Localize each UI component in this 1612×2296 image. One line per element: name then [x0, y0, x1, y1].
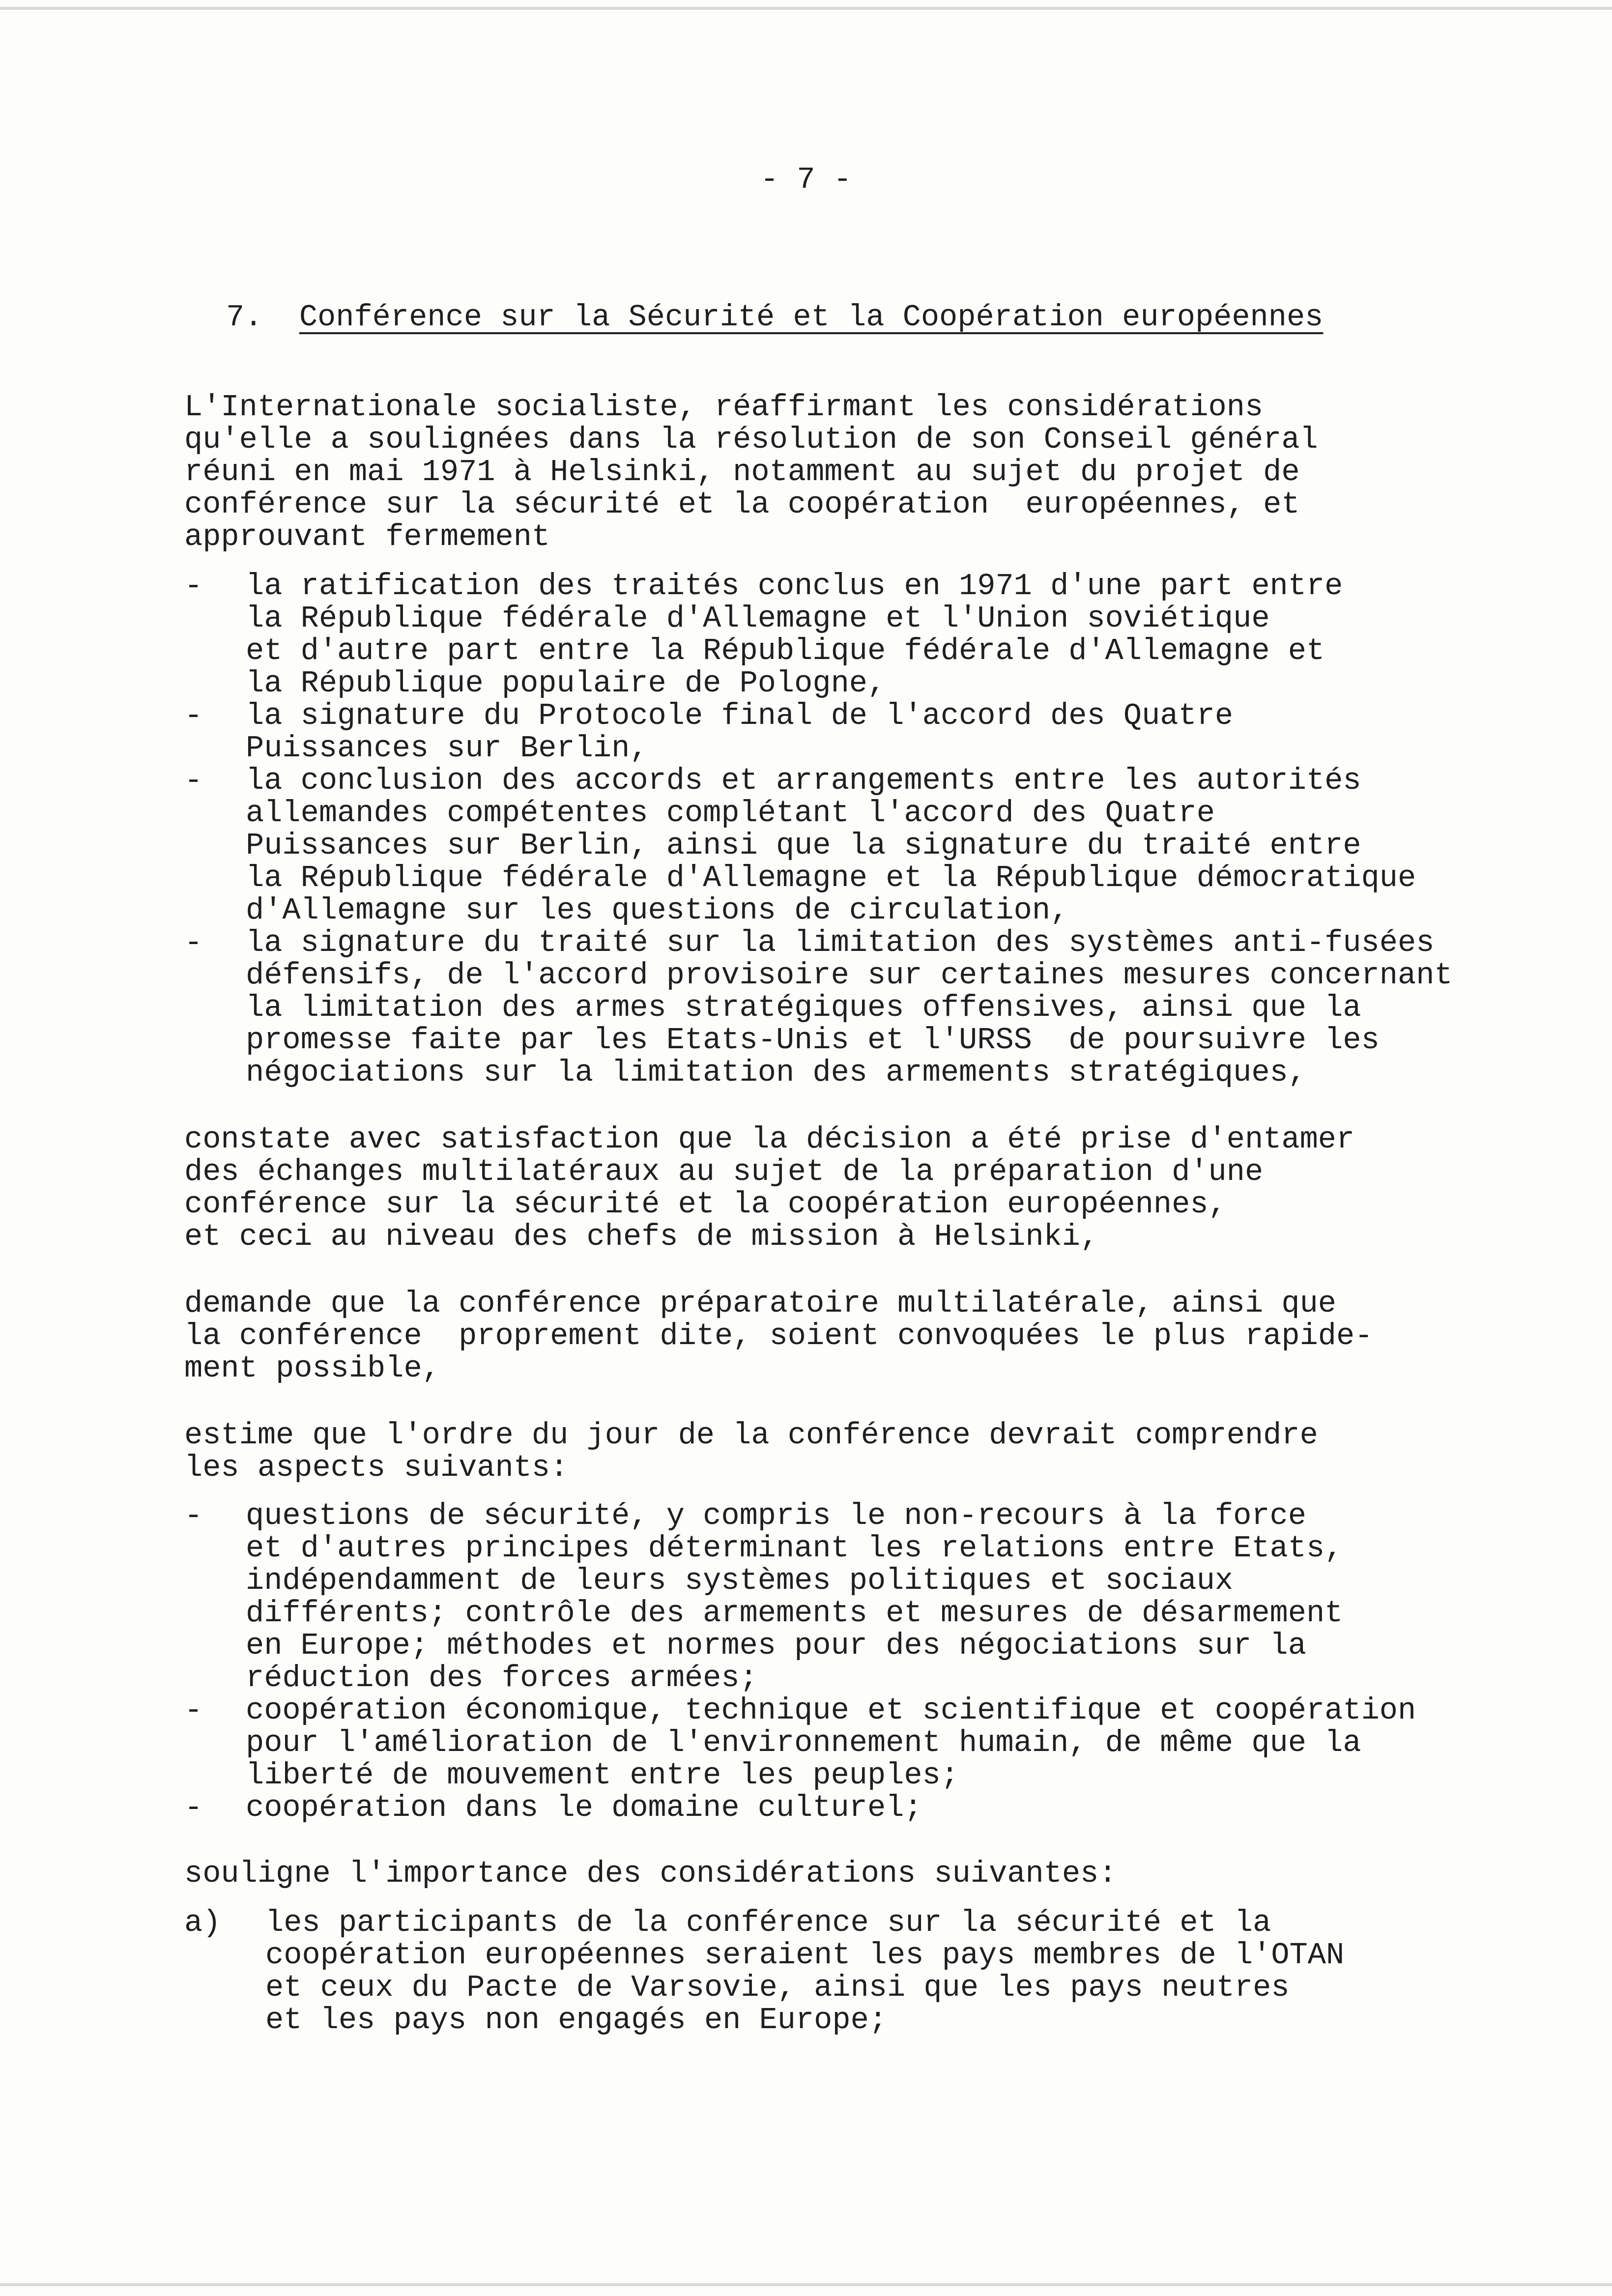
- bullet-dash: -: [184, 569, 203, 603]
- estime-line: les aspects suivants:: [184, 1450, 569, 1485]
- bullet-line: Puissances sur Berlin,: [246, 731, 648, 766]
- point-a-line: et ceux du Pacte de Varsovie, ainsi que les pays neutres: [265, 1970, 1290, 2005]
- constate-line: des échanges multilatéraux au sujet de la préparation d'une: [184, 1154, 1264, 1189]
- bullet-line: allemandes compétentes complétant l'accord des Quatre: [246, 796, 1215, 831]
- intro-line: conférence sur la sécurité et la coopération européennes, et: [184, 487, 1300, 522]
- demande-line: la conférence proprement dite, soient convoquées le plus rapide-: [184, 1319, 1373, 1353]
- bullet-line: la République fédérale d'Allemagne et l'Union soviétique: [246, 601, 1270, 636]
- bullet-line: la signature du traité sur la limitation des systèmes anti-fusées: [246, 925, 1435, 960]
- bullet-line: différents; contrôle des armements et mesures de désarmement: [246, 1596, 1343, 1631]
- bullet-line: négociations sur la limitation des armements stratégiques,: [246, 1055, 1306, 1090]
- bullet-line: réduction des forces armées;: [246, 1661, 758, 1695]
- list-marker: a): [184, 1905, 221, 1940]
- demande-line: ment possible,: [184, 1351, 440, 1386]
- section-title: Conférence sur la Sécurité et la Coopération européennes: [299, 300, 1324, 335]
- page-top-edge: [0, 7, 1612, 10]
- point-a-line: et les pays non engagés en Europe;: [265, 2003, 888, 2038]
- demande-line: demande que la conférence préparatoire multilatérale, ainsi que: [184, 1286, 1336, 1321]
- bullet-dash: -: [184, 698, 203, 733]
- bullet-line: et d'autre part entre la République fédérale d'Allemagne et: [246, 633, 1325, 668]
- bullet-line: la ratification des traités conclus en 1971 d'une part entre: [246, 569, 1343, 603]
- section-number: 7.: [226, 300, 263, 335]
- bullet-dash: -: [184, 1790, 203, 1825]
- bullet-line: en Europe; méthodes et normes pour des négociations sur la: [246, 1628, 1306, 1663]
- bullet-dash: -: [184, 763, 203, 798]
- intro-line: L'Internationale socialiste, réaffirmant les considérations: [184, 390, 1264, 425]
- bullet-line: la conclusion des accords et arrangements entre les autorités: [246, 763, 1361, 798]
- bullet-line: pour l'amélioration de l'environnement humain, de même que la: [246, 1725, 1361, 1760]
- intro-line: qu'elle a soulignées dans la résolution de son Conseil général: [184, 422, 1318, 457]
- constate-line: et ceci au niveau des chefs de mission à Helsinki,: [184, 1219, 1099, 1254]
- intro-line: réuni en mai 1971 à Helsinki, notamment au sujet du projet de: [184, 455, 1300, 489]
- page-number: - 7 -: [760, 162, 852, 197]
- bullet-line: questions de sécurité, y compris le non-recours à la force: [246, 1498, 1306, 1533]
- bullet-line: promesse faite par les Etats-Unis et l'URSS de poursuivre les: [246, 1023, 1380, 1058]
- bullet-line: coopération dans le domaine culturel;: [246, 1790, 922, 1825]
- bullet-dash: -: [184, 1693, 203, 1728]
- bullet-line: Puissances sur Berlin, ainsi que la signature du traité entre: [246, 828, 1361, 863]
- section-heading: [226, 300, 1323, 335]
- page-bottom-edge: [0, 2283, 1612, 2286]
- constate-line: conférence sur la sécurité et la coopération européennes,: [184, 1187, 1227, 1222]
- bullet-line: et d'autres principes déterminant les relations entre Etats,: [246, 1531, 1343, 1566]
- bullet-line: indépendamment de leurs systèmes politiques et sociaux: [246, 1563, 1234, 1598]
- bullet-line: la limitation des armes stratégiques offensives, ainsi que la: [246, 990, 1361, 1025]
- point-a-line: coopération européennes seraient les pays membres de l'OTAN: [265, 1938, 1345, 1973]
- bullet-line: d'Allemagne sur les questions de circulation,: [246, 893, 1069, 928]
- souligne-line: souligne l'importance des considérations suivantes:: [184, 1856, 1117, 1891]
- bullet-dash: -: [184, 1498, 203, 1533]
- bullet-line: liberté de mouvement entre les peuples;: [246, 1758, 959, 1793]
- bullet-line: la signature du Protocole final de l'accord des Quatre: [246, 698, 1234, 733]
- point-a-line: les participants de la conférence sur la sécurité et la: [265, 1905, 1271, 1940]
- bullet-line: la République fédérale d'Allemagne et la République démocratique: [246, 861, 1416, 895]
- bullet-line: défensifs, de l'accord provisoire sur certaines mesures concernant: [246, 958, 1453, 993]
- bullet-line: coopération économique, technique et scientifique et coopération: [246, 1693, 1416, 1728]
- bullet-dash: -: [184, 925, 203, 960]
- bullet-line: la République populaire de Pologne,: [246, 666, 886, 701]
- estime-line: estime que l'ordre du jour de la conférence devrait comprendre: [184, 1418, 1318, 1453]
- constate-line: constate avec satisfaction que la décision a été prise d'entamer: [184, 1122, 1355, 1157]
- intro-line: approuvant fermement: [184, 519, 550, 554]
